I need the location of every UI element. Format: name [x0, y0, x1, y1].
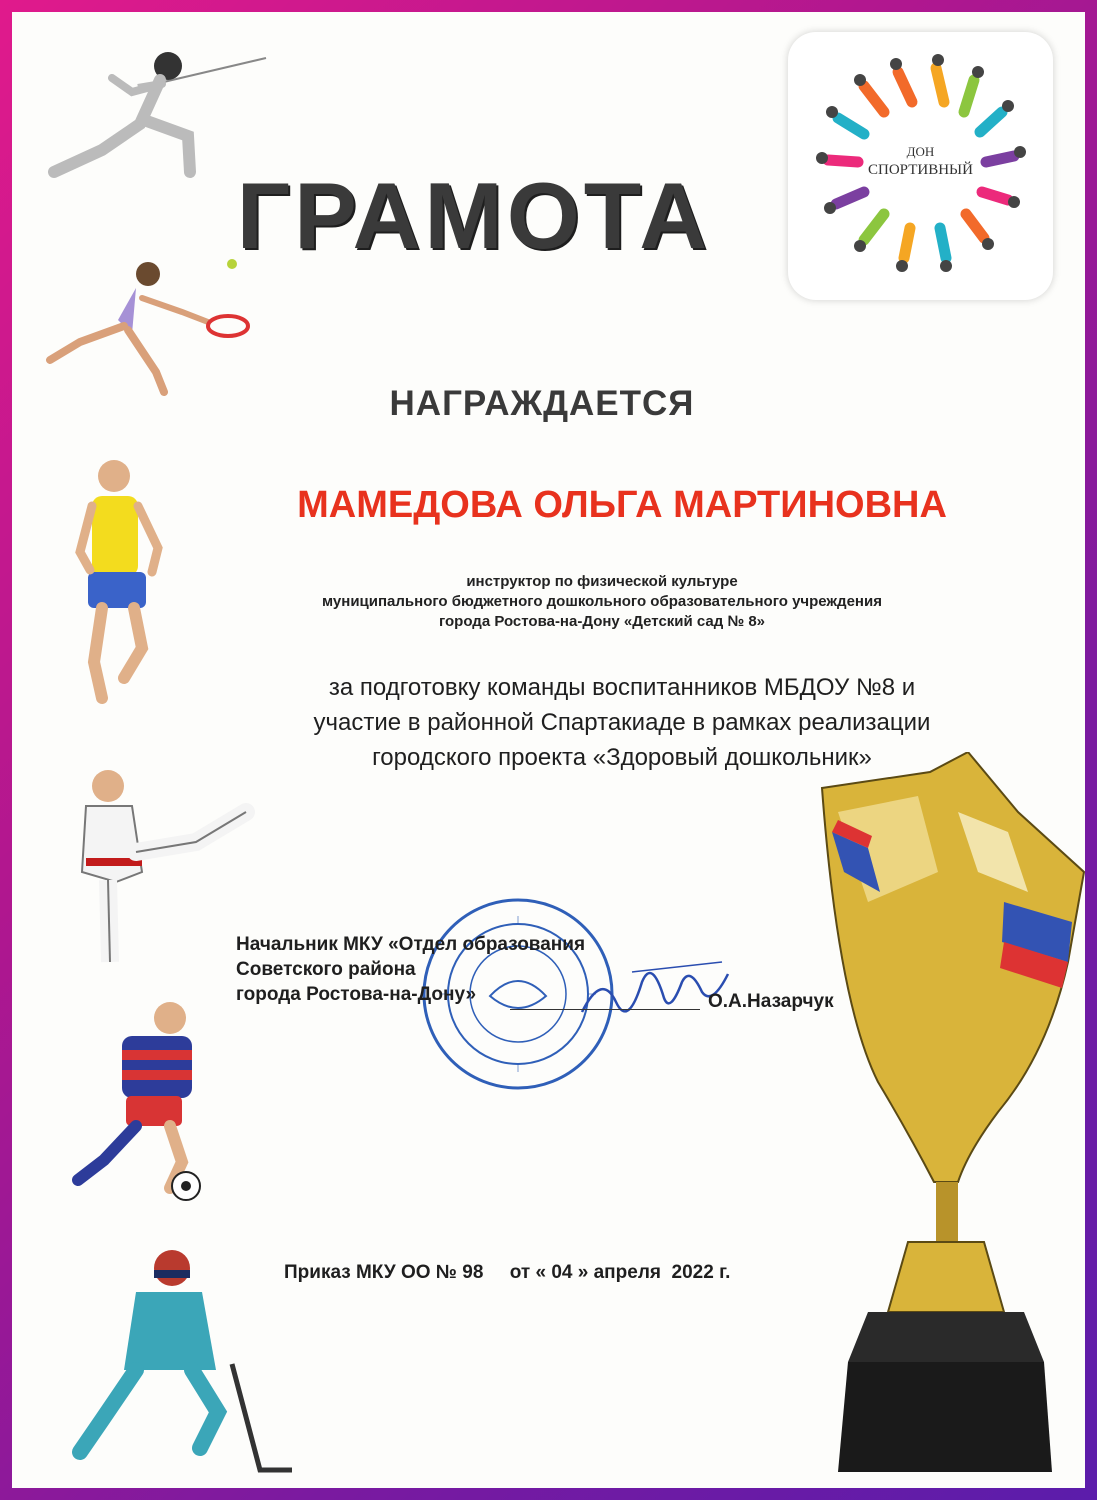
position-line: муниципального бюджетного дошкольного образовательного учреждения: [322, 593, 882, 610]
certificate-title: ГРАМОТА: [236, 163, 712, 268]
reason-line: за подготовку команды воспитанников МБДОУ №8 и: [328, 674, 916, 701]
hockey-player-icon: [32, 1240, 292, 1480]
logo-line2: СПОРТИВНЫЙ: [868, 162, 973, 178]
karate-fighter-icon: [46, 762, 266, 982]
reason-line: городского проекта «Здоровый дошкольник»: [372, 744, 872, 771]
awarded-heading: НАГРАЖДАЕТСЯ: [389, 384, 695, 423]
signer-line: Начальник МКУ «Отдел образования: [236, 934, 586, 955]
signer-line: Советского района: [236, 959, 416, 980]
position-line: города Ростова-на-Дону «Детский сад № 8»: [438, 613, 766, 630]
logo-line1: ДОН: [906, 144, 935, 159]
position-line: инструктор по физической культуре: [466, 573, 738, 590]
recipient-position: [252, 572, 952, 632]
recipient-name: МАМЕДОВА ОЛЬГА МАРТИНОВНА: [297, 484, 947, 526]
signature-line: [510, 1009, 700, 1010]
signer-name: О.А.Назарчук: [708, 991, 834, 1012]
certificate-paper: [12, 12, 1085, 1488]
reason-line: участие в районной Спартакиаде в рамках реализации: [313, 709, 931, 736]
football-player-icon: [52, 992, 242, 1202]
award-reason: [192, 670, 1052, 775]
signer-line: города Ростова-на-Дону»: [236, 984, 477, 1005]
signer-title: [236, 932, 585, 1007]
trophy-cup-icon: [808, 752, 1085, 1488]
order-reference: Приказ МКУ ОО № 98 от « 04 » апреля 2022 г.: [284, 1262, 731, 1283]
sports-logo-icon: [788, 32, 1053, 300]
